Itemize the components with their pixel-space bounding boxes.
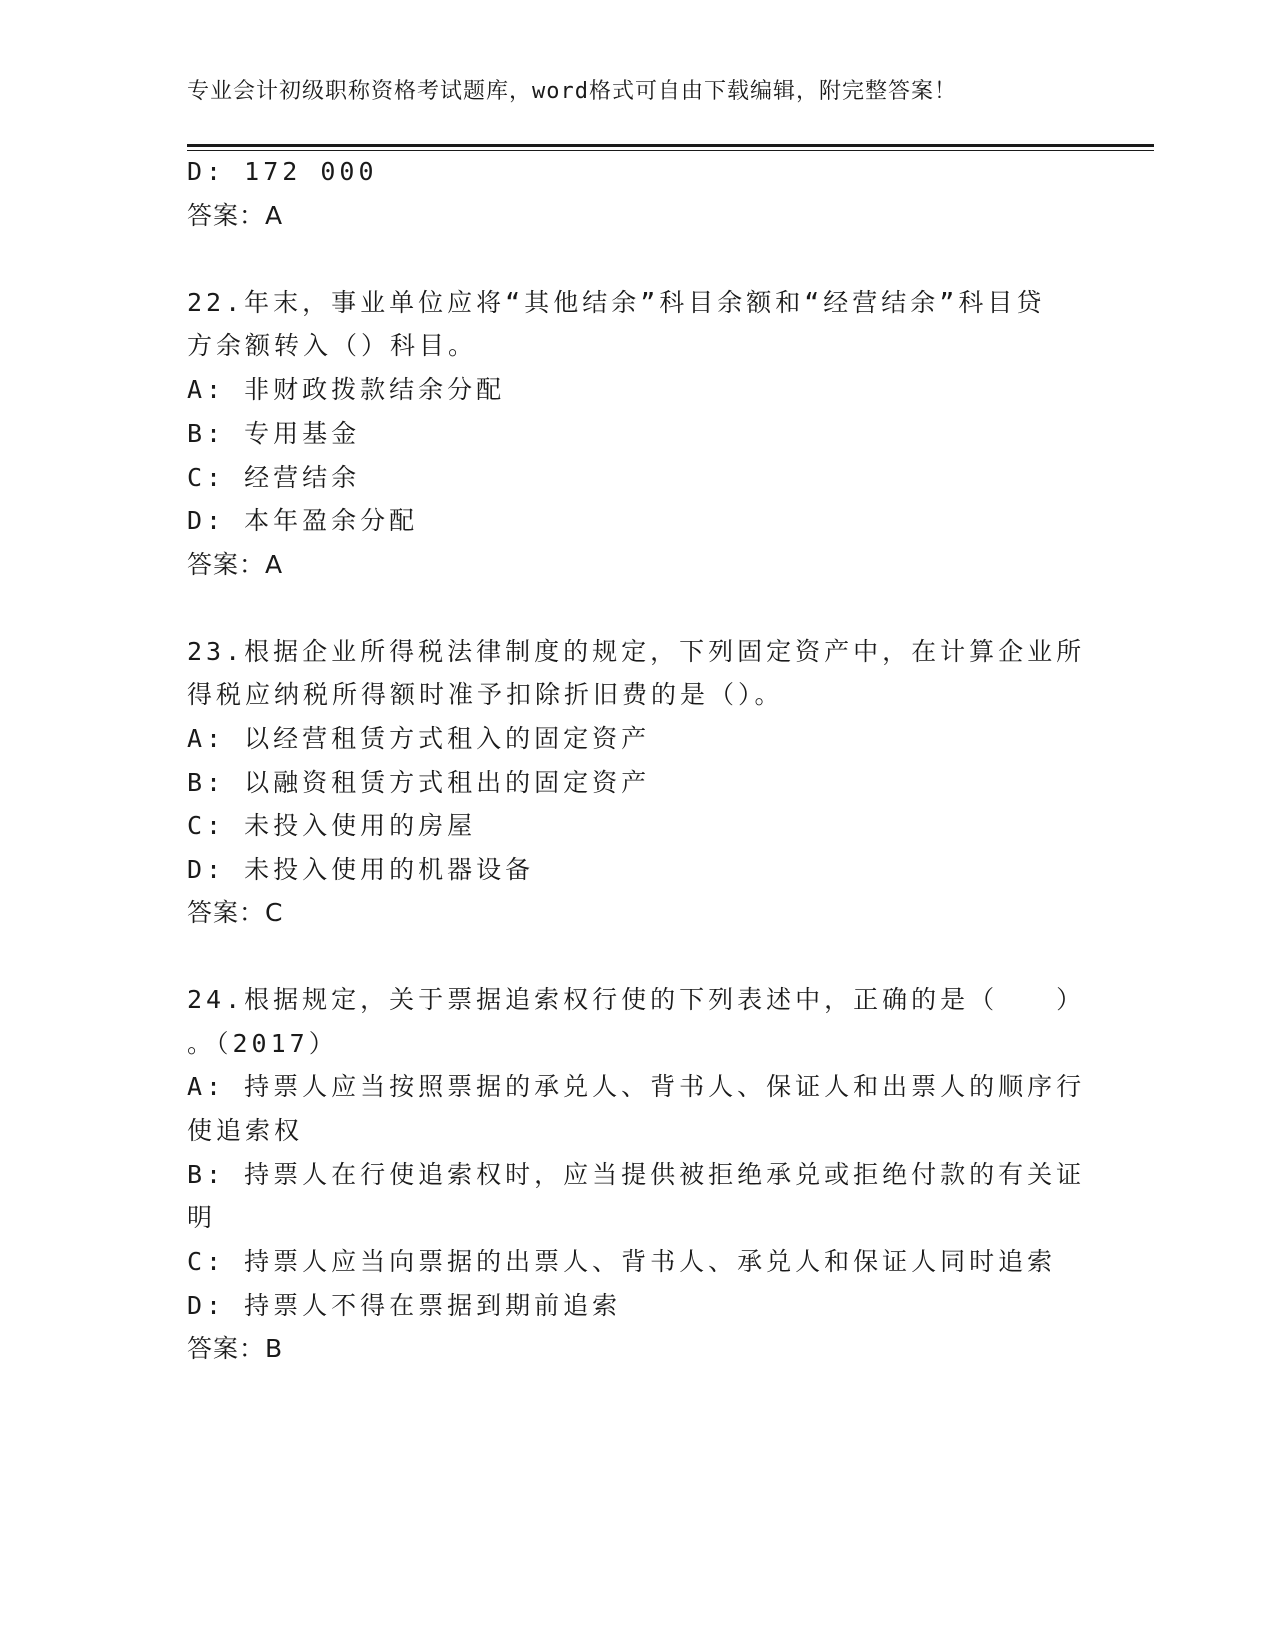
q24-option-b-line2: 明 (187, 1203, 217, 1232)
q22-option-a: A: 非财政拨款结余分配 (187, 375, 506, 404)
q23-answer: 答案：C (187, 898, 284, 927)
q23-option-d: D: 未投入使用的机器设备 (187, 855, 535, 884)
q24-option-a-line2: 使追索权 (187, 1116, 304, 1145)
q23-stem-line2: 得税应纳税所得额时准予扣除折旧费的是（）。 (187, 680, 784, 709)
q23-option-b: B: 以融资租赁方式租出的固定资产 (187, 768, 651, 797)
q24-stem-line2: 。（2017） (187, 1029, 338, 1058)
q24-stem-line1: 24.根据规定，关于票据追索权行使的下列表述中，正确的是（ ） (187, 985, 1086, 1014)
header-divider-thin (187, 150, 1154, 151)
prev-answer: 答案：A (187, 201, 284, 230)
q24-option-b-line1: B: 持票人在行使追索权时，应当提供被拒绝承兑或拒绝付款的有关证 (187, 1160, 1086, 1189)
q22-stem-line2: 方余额转入（）科目。 (187, 331, 478, 360)
q24-option-a-line1: A: 持票人应当按照票据的承兑人、背书人、保证人和出票人的顺序行 (187, 1072, 1086, 1101)
q23-stem-line1: 23.根据企业所得税法律制度的规定，下列固定资产中，在计算企业所 (187, 637, 1086, 666)
q24-answer: 答案：B (187, 1334, 284, 1363)
q22-answer: 答案：A (187, 550, 284, 579)
q22-option-b: B: 专用基金 (187, 419, 361, 448)
q22-stem-line1: 22.年末，事业单位应将“其他结余”科目余额和“经营结余”科目贷 (187, 288, 1046, 317)
header-divider-thick (187, 144, 1154, 147)
q24-option-d: D: 持票人不得在票据到期前追索 (187, 1291, 622, 1320)
prev-option-d: D: 172 000 (187, 157, 378, 186)
q23-option-a: A: 以经营租赁方式租入的固定资产 (187, 724, 651, 753)
page-header: 专业会计初级职称资格考试题库，word格式可自由下载编辑，附完整答案！ (187, 79, 957, 104)
q22-option-d: D: 本年盈余分配 (187, 506, 419, 535)
q24-option-c: C: 持票人应当向票据的出票人、背书人、承兑人和保证人同时追索 (187, 1247, 1057, 1276)
q22-option-c: C: 经营结余 (187, 463, 361, 492)
q23-option-c: C: 未投入使用的房屋 (187, 811, 477, 840)
